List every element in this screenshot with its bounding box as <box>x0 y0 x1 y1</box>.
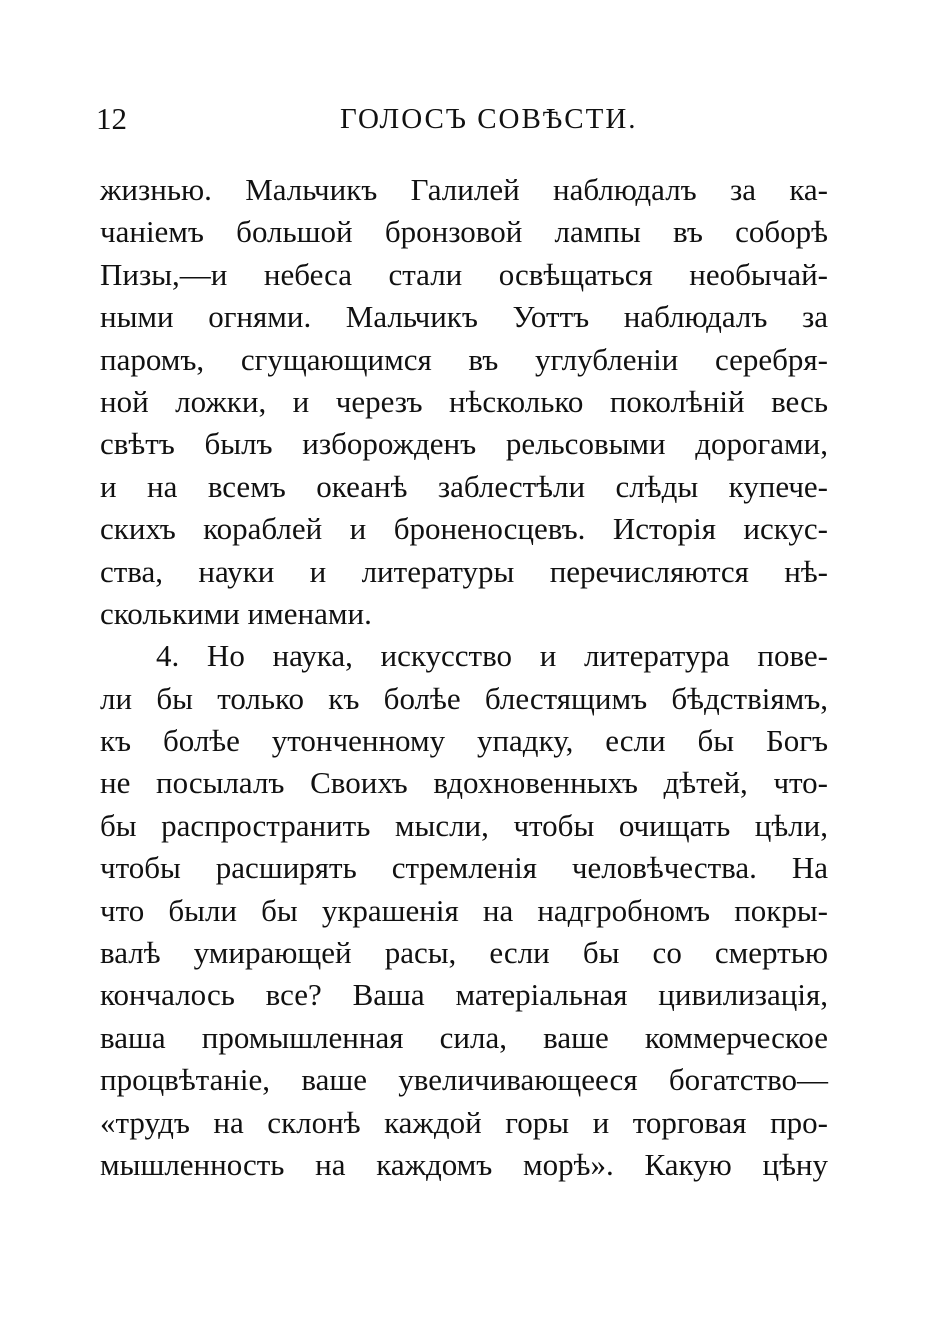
text-line: ными огнями. Мальчикъ Уоттъ наблюдалъ за <box>100 299 828 335</box>
text-line: жизнью. Мальчикъ Галилей наблюдалъ за ка- <box>100 172 828 207</box>
body-text <box>100 169 828 1186</box>
text-line: кончалось все? Ваша матеріальная цивилизація, <box>100 977 828 1013</box>
text-line: что были бы украшенія на надгробномъ покры- <box>100 892 828 928</box>
text-line: не посылалъ Своихъ вдохновенныхъ дѣтей, что- <box>100 765 828 801</box>
text-line: «трудъ на склонѣ каждой горы и торговая про- <box>100 1104 828 1140</box>
text-line: чаніемъ большой бронзовой лампы въ соборѣ <box>100 214 828 250</box>
text-line: свѣтъ былъ изборожденъ рельсовыми дорогами, <box>100 426 828 462</box>
text-line: ваша промышленная сила, ваше коммерческое <box>100 1019 828 1055</box>
text-line: бы распространить мысли, чтобы очищать цѣли, <box>100 807 828 843</box>
text-line: и на всемъ океанѣ заблестѣли слѣды купече- <box>100 468 828 504</box>
text-line: ства, науки и литературы перечисляются нѣ- <box>100 553 828 589</box>
text-line: мышленность на каждомъ морѣ». Какую цѣну <box>100 1146 828 1182</box>
running-title: ГОЛОСЪ СОВѢСТИ. <box>340 103 638 135</box>
text-line: процвѣтаніе, ваше увеличивающееся богатство— <box>100 1062 828 1098</box>
text-line: ной ложки, и черезъ нѣсколько поколѣній весь <box>100 383 828 419</box>
text-line-paragraph-start: 4. Но наука, искусство и литература пове- <box>156 638 828 674</box>
text-line: чтобы расширять стремленія человѣчества. На <box>100 850 828 886</box>
text-line: Пизы,—и небеса стали освѣщаться необычай- <box>100 256 828 292</box>
text-line: скихъ кораблей и броненосцевъ. Исторія искус- <box>100 511 828 547</box>
text-line: къ болѣе утонченному упадку, если бы Богъ <box>100 723 828 759</box>
text-line-paragraph-end: сколькими именами. <box>100 595 372 631</box>
page-number: 12 <box>96 101 127 136</box>
text-line: паромъ, сгущающимся въ углубленіи серебря- <box>100 341 828 377</box>
text-line: ли бы только къ болѣе блестящимъ бѣдствіямъ, <box>100 680 828 716</box>
text-line: валѣ умирающей расы, если бы со смертью <box>100 935 828 971</box>
page-header <box>96 97 828 141</box>
